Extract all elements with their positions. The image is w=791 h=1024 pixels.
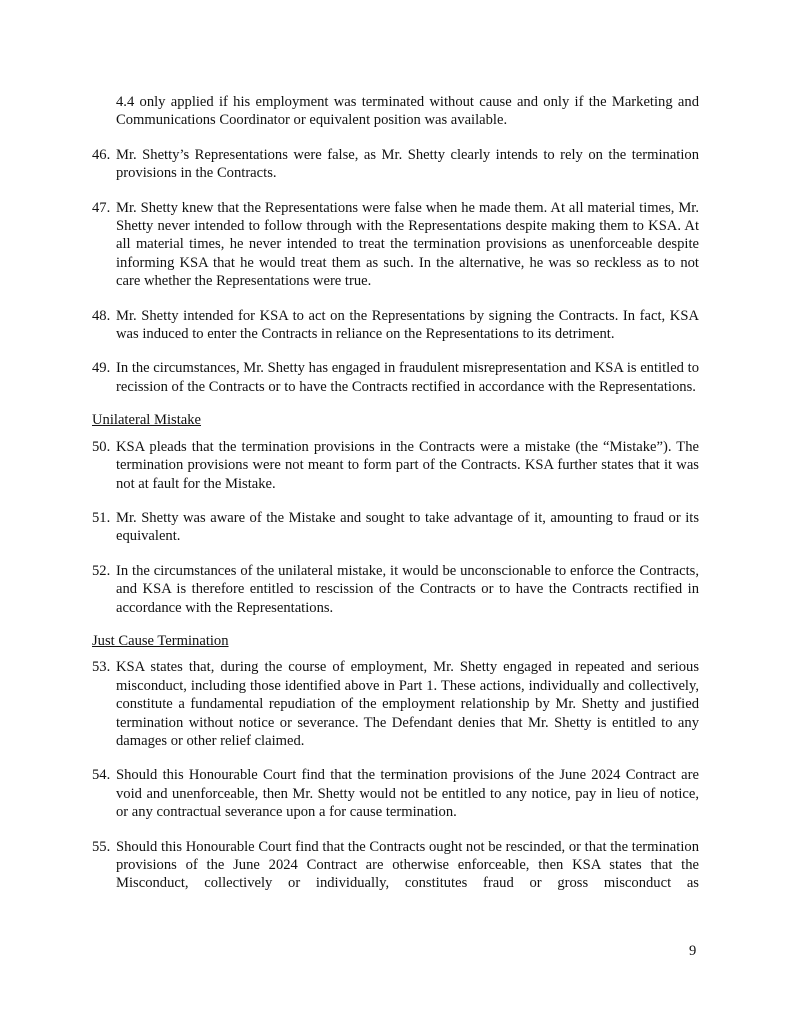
paragraph-text: Should this Honourable Court find that the Contracts ought not be rescinded, or that the termination provisions of the June 2024 Contract are otherwise enforceable, then KSA states that the Misconduct, collectively or individually, constitutes fraud or gross misconduct as (116, 838, 699, 892)
paragraph-number: 52. (92, 562, 111, 579)
page-number: 9 (689, 943, 697, 959)
numbered-paragraph-50 (92, 438, 699, 493)
numbered-paragraph-47 (92, 199, 699, 291)
numbered-paragraph-53 (92, 658, 699, 750)
paragraph-number: 46. (92, 146, 111, 163)
document-page (92, 93, 699, 909)
continuation-paragraph: 4.4 only applied if his employment was terminated without cause and only if the Marketing and Communications Coordinator or equivalent position was available. (116, 94, 699, 129)
paragraph-number: 55. (92, 838, 111, 855)
numbered-paragraph-51 (92, 509, 699, 546)
paragraph-text: Mr. Shetty knew that the Representations were false when he made them. At all material times, Mr. Shetty never intended to follow through with the Representations despite making them to KSA. At all material times, he never intended to treat the termination provisions as unenforceable despite informing KSA that he would treat them as such. In the alternative, he was so reckless as to not care whether the Representations were true. (116, 199, 699, 290)
numbered-paragraph-52 (92, 562, 699, 617)
paragraph-text: Mr. Shetty intended for KSA to act on the Representations by signing the Contracts. In fact, KSA was induced to enter the Contracts in reliance on the Representations to its detriment. (116, 307, 699, 343)
paragraph-text: Mr. Shetty was aware of the Mistake and sought to take advantage of it, amounting to fraud or its equivalent. (116, 509, 699, 545)
paragraph-number: 50. (92, 438, 111, 455)
paragraph-text: Should this Honourable Court find that the termination provisions of the June 2024 Contract are void and unenforceable, then Mr. Shetty would not be entitled to any notice, pay in lieu of notice, or any contractual severance upon a for cause termination. (116, 767, 699, 821)
paragraph-text: In the circumstances, Mr. Shetty has engaged in fraudulent misrepresentation and KSA is entitled to recission of the Contracts or to have the Contracts rectified in accordance with the Representations. (116, 360, 699, 395)
numbered-paragraph-46 (92, 146, 699, 183)
paragraph-text: KSA states that, during the course of employment, Mr. Shetty engaged in repeated and serious misconduct, including those identified above in Part 1. These actions, individually and collectively, constitute a fundamental repudiation of the employment relationship by Mr. Shetty and justified termination without notice or severance. The Defendant denies that Mr. Shetty is entitled to any damages or other relief claimed. (116, 659, 699, 749)
numbered-paragraph-48 (92, 307, 699, 344)
numbered-paragraph-54 (92, 766, 699, 821)
section-heading-just-cause-termination: Just Cause Termination (92, 632, 229, 649)
paragraph-text: In the circumstances of the unilateral mistake, it would be unconscionable to enforce the Contracts, and KSA is therefore entitled to rescission of the Contracts or to have the Contracts rectified in accordance with the Representations. (116, 562, 699, 616)
paragraph-number: 54. (92, 767, 111, 784)
paragraph-number: 53. (92, 659, 111, 676)
numbered-paragraph-49 (92, 359, 699, 396)
paragraph-text: Mr. Shetty’s Representations were false, as Mr. Shetty clearly intends to rely on the termination provisions in the Contracts. (116, 146, 699, 182)
section-heading-unilateral-mistake: Unilateral Mistake (92, 412, 202, 429)
paragraph-number: 51. (92, 509, 111, 526)
paragraph-number: 48. (92, 307, 111, 324)
paragraph-number: 49. (92, 360, 111, 377)
paragraph-number: 47. (92, 199, 111, 216)
paragraph-text: KSA pleads that the termination provisions in the Contracts were a mistake (the “Mistake”). The termination provisions were not meant to form part of the Contracts. KSA further states that it was not at fault for the Mistake. (116, 438, 699, 492)
numbered-paragraph-55 (92, 838, 699, 893)
